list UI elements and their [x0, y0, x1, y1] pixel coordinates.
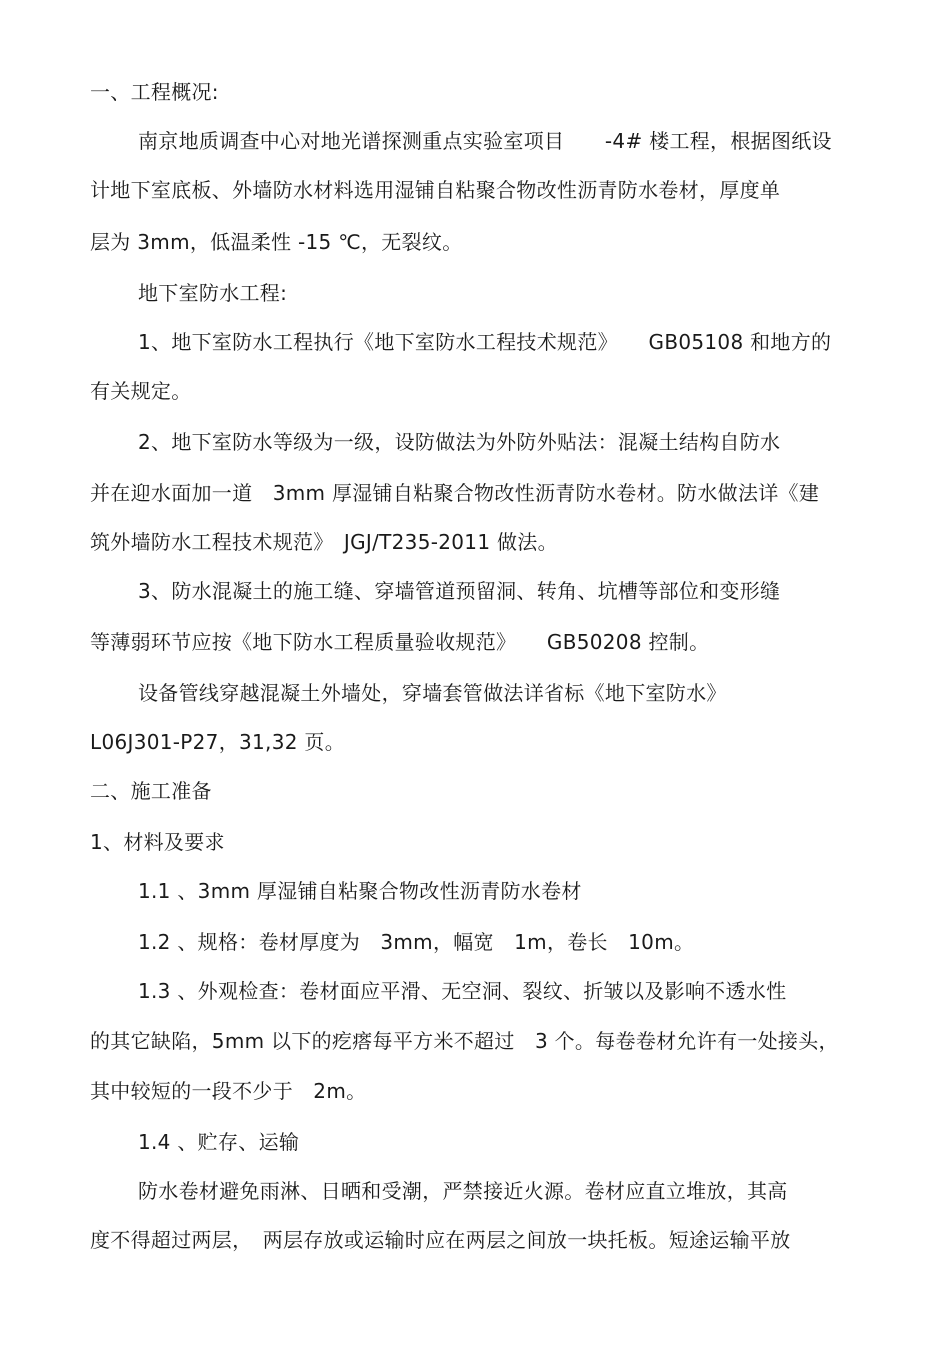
list-item: 1.1 、3mm 厚湿铺自粘聚合物改性沥青防水卷材 [138, 879, 582, 903]
paragraph-line: 度不得超过两层， 两层存放或运输时应在两层之间放一块托板。短途运输平放 [90, 1228, 791, 1252]
paragraph-line: 1、地下室防水工程执行《地下室防水工程技术规范》 GB05108 和地方的 [138, 330, 832, 354]
paragraph-line: 筑外墙防水工程技术规范》 JGJ/T235-2011 做法。 [90, 530, 558, 554]
section-heading-1: 一、工程概况: [90, 80, 219, 104]
paragraph-line: L06J301-P27，31,32 页。 [90, 730, 346, 754]
paragraph-line: 设备管线穿越混凝土外墙处，穿墙套管做法详省标《地下室防水》 [138, 681, 727, 705]
paragraph-line: 2、地下室防水等级为一级，设防做法为外防外贴法：混凝土结构自防水 [138, 430, 781, 454]
section-heading-2: 二、施工准备 [90, 779, 212, 803]
list-item: 1.2 、规格：卷材厚度为 3mm，幅宽 1m，卷长 10m。 [138, 930, 695, 954]
paragraph-line: 其中较短的一段不少于 2m。 [90, 1079, 367, 1103]
paragraph-line: 3、防水混凝土的施工缝、穿墙管道预留洞、转角、坑槽等部位和变形缝 [138, 579, 781, 603]
list-item: 1.3 、外观检查：卷材面应平滑、无空洞、裂纹、折皱以及影响不透水性 [138, 979, 787, 1003]
paragraph-line: 等薄弱环节应按《地下防水工程质量验收规范》 GB50208 控制。 [90, 630, 710, 654]
paragraph-line: 计地下室底板、外墙防水材料选用湿铺自粘聚合物改性沥青防水卷材，厚度单 [90, 178, 781, 202]
paragraph-line: 地下室防水工程: [138, 281, 288, 305]
paragraph-line: 有关规定。 [90, 379, 192, 403]
subsection-heading: 1、材料及要求 [90, 830, 225, 854]
list-item: 1.4 、贮存、运输 [138, 1130, 300, 1154]
paragraph-line: 防水卷材避免雨淋、日晒和受潮，严禁接近火源。卷材应直立堆放，其高 [138, 1179, 788, 1203]
paragraph-line: 的其它缺陷，5mm 以下的疙瘩每平方米不超过 3 个。每卷卷材允许有一处接头， [90, 1029, 839, 1053]
paragraph-line: 层为 3mm，低温柔性 -15 ℃，无裂纹。 [90, 230, 463, 254]
paragraph-line: 并在迎水面加一道 3mm 厚湿铺自粘聚合物改性沥青防水卷材。防水做法详《建 [90, 481, 820, 505]
paragraph-line: 南京地质调查中心对地光谱探测重点实验室项目 -4# 楼工程，根据图纸设 [138, 129, 832, 153]
